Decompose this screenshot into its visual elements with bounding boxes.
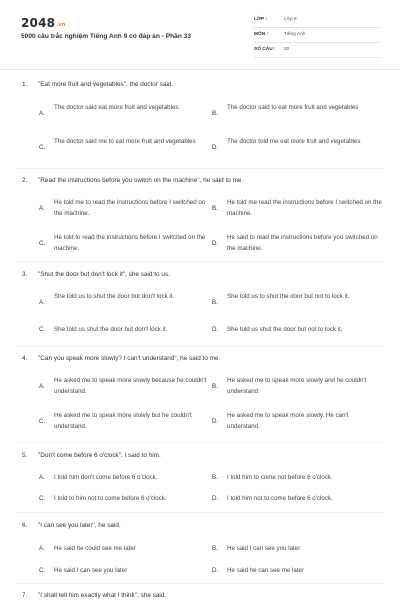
meta-row-question-count: SỐ CÂU : 20 <box>254 44 379 58</box>
page-title: 5000 câu trắc nghiệm Tiếng Anh 9 có đáp án - Phần 33 <box>21 33 192 40</box>
question-stem: 7. "I shall tell him exactly what I think", she said. <box>22 592 167 599</box>
header-divider <box>0 69 400 70</box>
question-divider <box>16 442 384 443</box>
question-divider <box>16 583 384 584</box>
question-stem: 3. "Shut the door but don't lock it", she said to us. <box>22 271 170 278</box>
question-stem: 5. "Don't come before 6 o'clock", I said to him. <box>22 452 161 459</box>
question-divider <box>16 345 384 346</box>
question-stem: 4. "Can you speak more slowly? I can't understand", he said to me. <box>22 355 221 362</box>
meta-row-class: LỚP : Lớp 9 <box>254 14 379 28</box>
question-divider <box>16 262 384 263</box>
question-stem: 1. "Eat more fruit and vegetables", the doctor said. <box>22 81 174 88</box>
question-divider <box>16 512 384 513</box>
question-stem: 2. "Read the instructions before you switch on the machine", he said to me. <box>22 177 244 184</box>
meta-row-subject: MÔN : Tiếng Anh <box>254 29 379 43</box>
question-divider <box>16 168 384 169</box>
site-logo[interactable]: 2048.vn <box>21 16 66 30</box>
document-header <box>0 0 400 64</box>
question-stem: 6. "I can see you later", he said. <box>22 522 121 529</box>
